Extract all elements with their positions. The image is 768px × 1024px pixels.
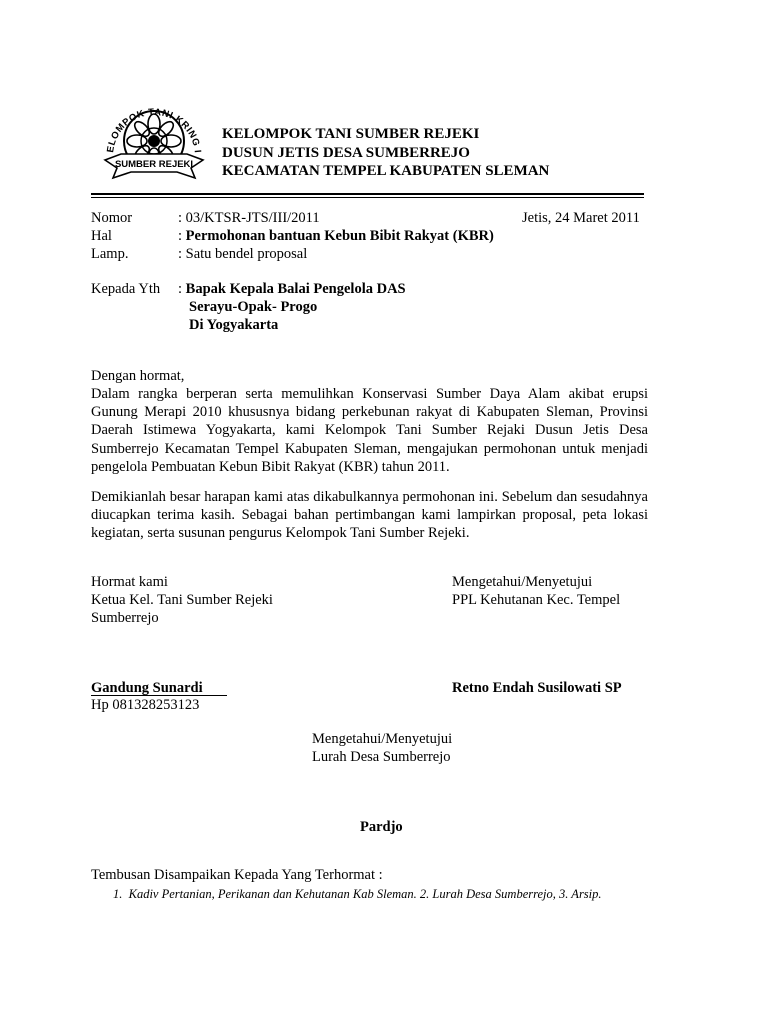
lamp-label: Lamp.: [91, 246, 129, 262]
signer-left-phone: Hp 081328253123: [91, 697, 200, 713]
hal-label: Hal: [91, 228, 112, 244]
letter-date: Jetis, 24 Maret 2011: [522, 210, 640, 226]
letterhead-district: KECAMATAN TEMPEL KABUPATEN SLEMAN: [222, 163, 550, 179]
letterhead-divider: [91, 193, 644, 195]
recipient-line1: Bapak Kepala Balai Pengelola DAS: [185, 281, 406, 297]
body-paragraph-1-text: Dalam rangka berperan serta memulihkan Konservasi Sumber Daya Alam akibat erupsi Gunung Merapi 2010 khususnya bidang perkebunan rakyat di Kabupaten Sleman, Provinsi Daerah Istimewa Yogyakarta, kami Kelompok Tani Sumber Rejaki Dusun Jetis Desa Sumberrejo Kecamatan Tempel Kabupaten Sleman, mengajukan permohonan untuk menjadi pengelola Pembuatan Kebun Bibit Rakyat (KBR) tahun 2011.: [91, 386, 648, 475]
logo-arc-text: ELOMPOK TANI KRING I: [105, 106, 203, 154]
recipient-colon: :: [178, 281, 186, 297]
approval-center: Mengetahui/Menyetujui: [312, 731, 453, 747]
hal-value: Permohonan bantuan Kebun Bibit Rakyat (KBR): [185, 228, 494, 244]
nomor-label: Nomor: [91, 210, 133, 226]
greeting: Dengan hormat,: [91, 368, 185, 384]
lamp-value: : Satu bendel proposal: [178, 246, 308, 262]
logo-ribbon-text: SUMBER REJEKI: [114, 159, 194, 170]
recipient-line3: Di Yogyakarta: [189, 317, 279, 333]
closing-left: Hormat kami: [91, 574, 168, 590]
signer-right-title: PPL Kehutanan Kec. Tempel: [452, 592, 621, 608]
hal-colon: :: [178, 228, 186, 244]
letterhead-address: DUSUN JETIS DESA SUMBERREJO: [222, 144, 470, 161]
recipient-label: Kepada Yth: [91, 281, 161, 297]
cc-list: [113, 886, 602, 902]
signer-left-place: Sumberrejo: [91, 610, 159, 626]
signer-center-title: Lurah Desa Sumberrejo: [312, 749, 451, 765]
signer-left-name: Gandung Sunardi: [91, 679, 227, 696]
body-paragraph-2-text: Demikianlah besar harapan kami atas dikabulkannya permohonan ini. Sebelum dan sesudahnya diucapkan terima kasih. Sebagai bahan pertimbangan kami lampirkan proposal, peta lokasi kegiatan, serta susunan pengurus Kelompok Tani Sumber Rejeki.: [91, 489, 648, 542]
recipient-line1-row: [178, 280, 406, 298]
letterhead-divider-thin: [91, 197, 644, 198]
body-paragraph-1: [91, 385, 648, 476]
cc-title: Tembusan Disampaikan Kepada Yang Terhormat :: [91, 867, 383, 883]
organization-logo: [91, 96, 217, 186]
hal-row: [178, 227, 494, 245]
approval-right: Mengetahui/Menyetujui: [452, 574, 593, 590]
letterhead: [222, 125, 549, 181]
nomor-value: : 03/KTSR-JTS/III/2011: [178, 210, 320, 226]
body-paragraph-2: [91, 488, 648, 543]
letterhead-org-name: KELOMPOK TANI SUMBER REJEKI: [222, 126, 480, 142]
signer-center-name: Pardjo: [360, 819, 403, 835]
cc-list-items: Kadiv Pertanian, Perikanan dan Kehutanan Kab Sleman. 2. Lurah Desa Sumberrejo, 3. Arsip.: [128, 887, 602, 901]
farmer-group-seal-icon: [91, 96, 217, 186]
cc-list-number: 1.: [113, 887, 123, 901]
signer-right-name: Retno Endah Susilowati SP: [452, 680, 622, 696]
signer-left-title: Ketua Kel. Tani Sumber Rejeki: [91, 592, 273, 608]
recipient-line2: Serayu-Opak- Progo: [189, 299, 318, 315]
